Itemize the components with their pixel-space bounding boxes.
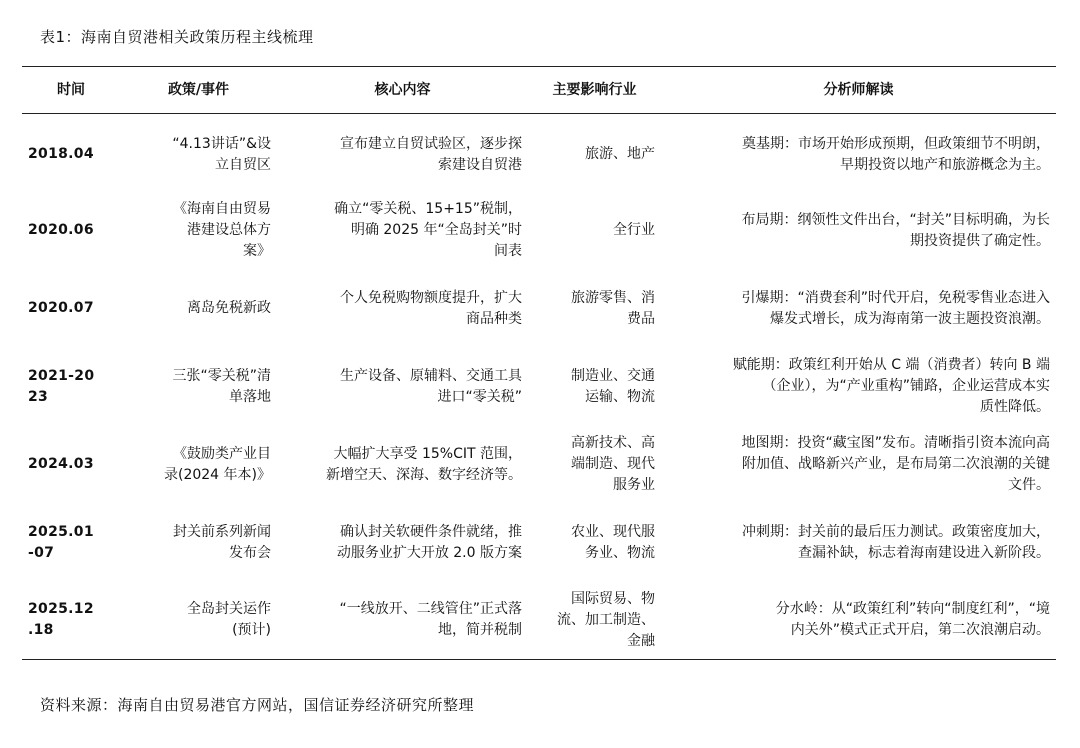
cell-industry: 国际贸易、物 流、加工制造、 金融	[528, 582, 661, 660]
cell-time: 2018.04	[28, 146, 94, 163]
cell-policy: 离岛免税新政	[187, 300, 271, 316]
header-core: 核心内容	[277, 67, 528, 114]
table-row	[22, 114, 1056, 192]
cell-analysis: 地图期：投资“藏宝图”发布。清晰指引资本流向高 附加值、战略新兴产业，是布局第二次浪潮的关键 文件。	[741, 435, 1050, 493]
cell-core: “一线放开、二线管住”正式落 地，简并税制	[277, 582, 528, 660]
cell-time: 2025.12 .18	[22, 582, 120, 660]
cell-core: 宣布建立自贸试验区，逐步探 索建设自贸港	[340, 135, 522, 173]
cell-analysis: 冲刺期：封关前的最后压力测试。政策密度加大， 查漏补缺，标志着海南建设进入新阶段。	[742, 523, 1050, 561]
cell-industry: 制造业、交通 运输、物流	[571, 367, 655, 405]
cell-policy: 全岛封关运作 (预计)	[120, 582, 277, 660]
cell-time: 2020.07	[28, 300, 94, 316]
cell-core: 生产设备、原辅料、交通工具 进口“零关税”	[340, 367, 522, 405]
cell-time: 2024.03	[28, 456, 94, 472]
table-row	[22, 426, 1056, 504]
cell-time: 2025.01 -07	[28, 523, 94, 561]
cell-policy: 三张“零关税”清 单落地	[172, 367, 271, 405]
source-note: 资料来源：海南自由贸易港官方网站，国信证券经济研究所整理	[40, 696, 475, 714]
table-row	[22, 270, 1056, 348]
cell-industry: 全行业	[613, 222, 655, 238]
cell-analysis: 分水岭：从“政策红利”转向“制度红利”，“境 内关外”模式正式开启，第二次浪潮启动。	[661, 582, 1056, 660]
table-caption: 表1：海南自贸港相关政策历程主线梳理	[40, 28, 314, 46]
table-row	[22, 504, 1056, 582]
table-header-row	[22, 67, 1056, 114]
cell-policy: 《海南自由贸易 港建设总体方 案》	[173, 201, 271, 259]
cell-analysis: 引爆期：“消费套利”时代开启，免税零售业态进入 爆发式增长，成为海南第一波主题投资浪潮。	[741, 289, 1050, 327]
cell-time: 2021-20 23	[28, 367, 95, 405]
policy-timeline-table	[22, 66, 1056, 660]
table-row	[22, 192, 1056, 270]
cell-analysis: 奠基期：市场开始形成预期，但政策细节不明朗， 早期投资以地产和旅游概念为主。	[742, 135, 1050, 173]
cell-policy: 《鼓励类产业目 录(2024 年本)》	[163, 445, 271, 483]
cell-industry: 旅游、地产	[585, 146, 655, 163]
header-policy: 政策/事件	[120, 67, 277, 114]
table-row	[22, 582, 1056, 660]
header-time: 时间	[22, 67, 120, 114]
cell-policy: 封关前系列新闻 发布会	[173, 523, 271, 561]
cell-policy: “4.13讲话”&设 立自贸区	[172, 135, 271, 173]
cell-core: 个人免税购物额度提升，扩大 商品种类	[340, 289, 522, 327]
table-row	[22, 348, 1056, 426]
cell-core: 确认封关软硬件条件就绪，推 动服务业扩大开放 2.0 版方案	[336, 523, 522, 561]
cell-analysis: 布局期：纲领性文件出台，“封关”目标明确，为长 期投资提供了确定性。	[741, 211, 1050, 249]
cell-core: 大幅扩大享受 15%CIT 范围， 新增空天、深海、数字经济等。	[326, 445, 522, 483]
cell-analysis: 赋能期：政策红利开始从 C 端（消费者）转向 B 端 （企业），为“产业重构”铺路，企业运营成本实 质性降低。	[732, 357, 1050, 415]
cell-industry: 农业、现代服 务业、物流	[571, 523, 655, 561]
header-analysis: 分析师解读	[661, 67, 1056, 114]
cell-time: 2020.06	[28, 222, 94, 238]
cell-industry: 旅游零售、消 费品	[571, 289, 655, 327]
cell-core: 确立“零关税、15+15”税制， 明确 2025 年“全岛封关”时 间表	[334, 201, 522, 259]
cell-industry: 高新技术、高 端制造、现代 服务业	[571, 435, 655, 493]
header-industry: 主要影响行业	[528, 67, 661, 114]
